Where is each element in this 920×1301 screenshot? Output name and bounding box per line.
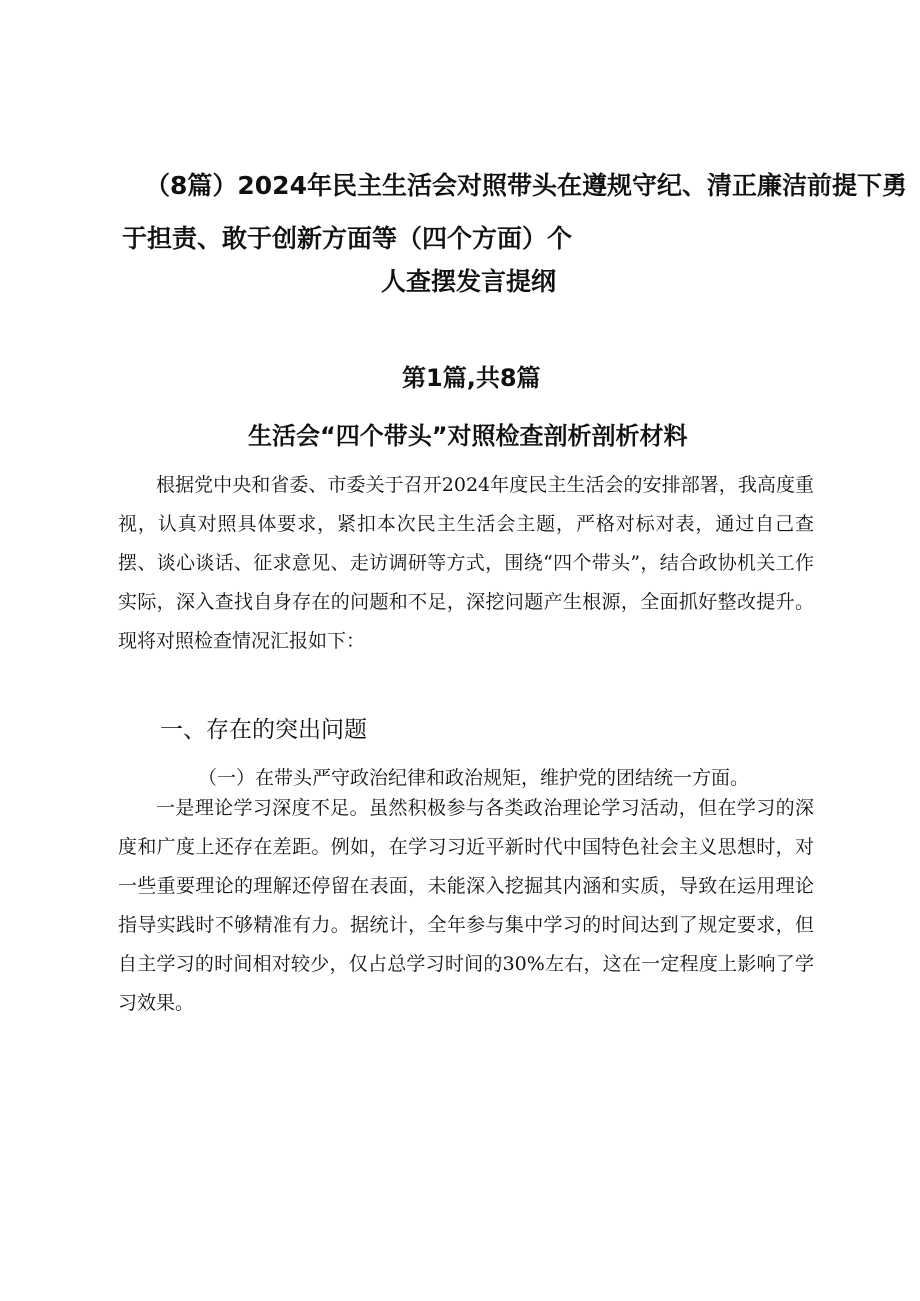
document-title-line-3: 人查摆发言提纲 <box>381 267 557 296</box>
document-title-line-1: （8篇）2024年民主生活会对照带头在遵规守纪、清正廉洁前提下勇 <box>145 171 907 200</box>
document-title-line-2: 于担责、敢于创新方面等（四个方面）个 <box>122 224 573 253</box>
body-paragraph: 一是理论学习深度不足。虽然积极参与各类政治理论学习活动，但在学习的深度和广度上还存在差距。例如，在学习习近平新时代中国特色社会主义思想时，对一些重要理论的理解还停留在表面，未能深入挖掘其内涵和实质，导致在运用理论指导实践时不够精准有力。据统计，全年参与集中学习的时间达到了规定要求，但自主学习的时间相对较少，仅占总学习时间的30%左右，这在一定程度上影响了学习效果。 <box>118 797 814 1014</box>
subsection-heading: （一）在带头严守政治纪律和政治规矩，维护党的团结统一方面。 <box>198 767 750 789</box>
part-label: 第1篇,共8篇 <box>402 364 541 392</box>
document-subtitle: 生活会“四个带头”对照检查剖析剖析材料 <box>248 422 688 450</box>
intro-paragraph: 根据党中央和省委、市委关于召开2024年度民主生活会的安排部署，我高度重视，认真对照具体要求，紧扣本次民主生活会主题，严格对标对表，通过自己查摆、谈心谈话、征求意见、走访调研等方式，围绕“四个带头”，结合政协机关工作实际，深入查找自身存在的问题和不足，深挖问题产生根源，全面抓好整改提升。现将对照检查情况汇报如下： <box>118 474 814 652</box>
section-heading: 一、存在的突出问题 <box>160 717 367 743</box>
